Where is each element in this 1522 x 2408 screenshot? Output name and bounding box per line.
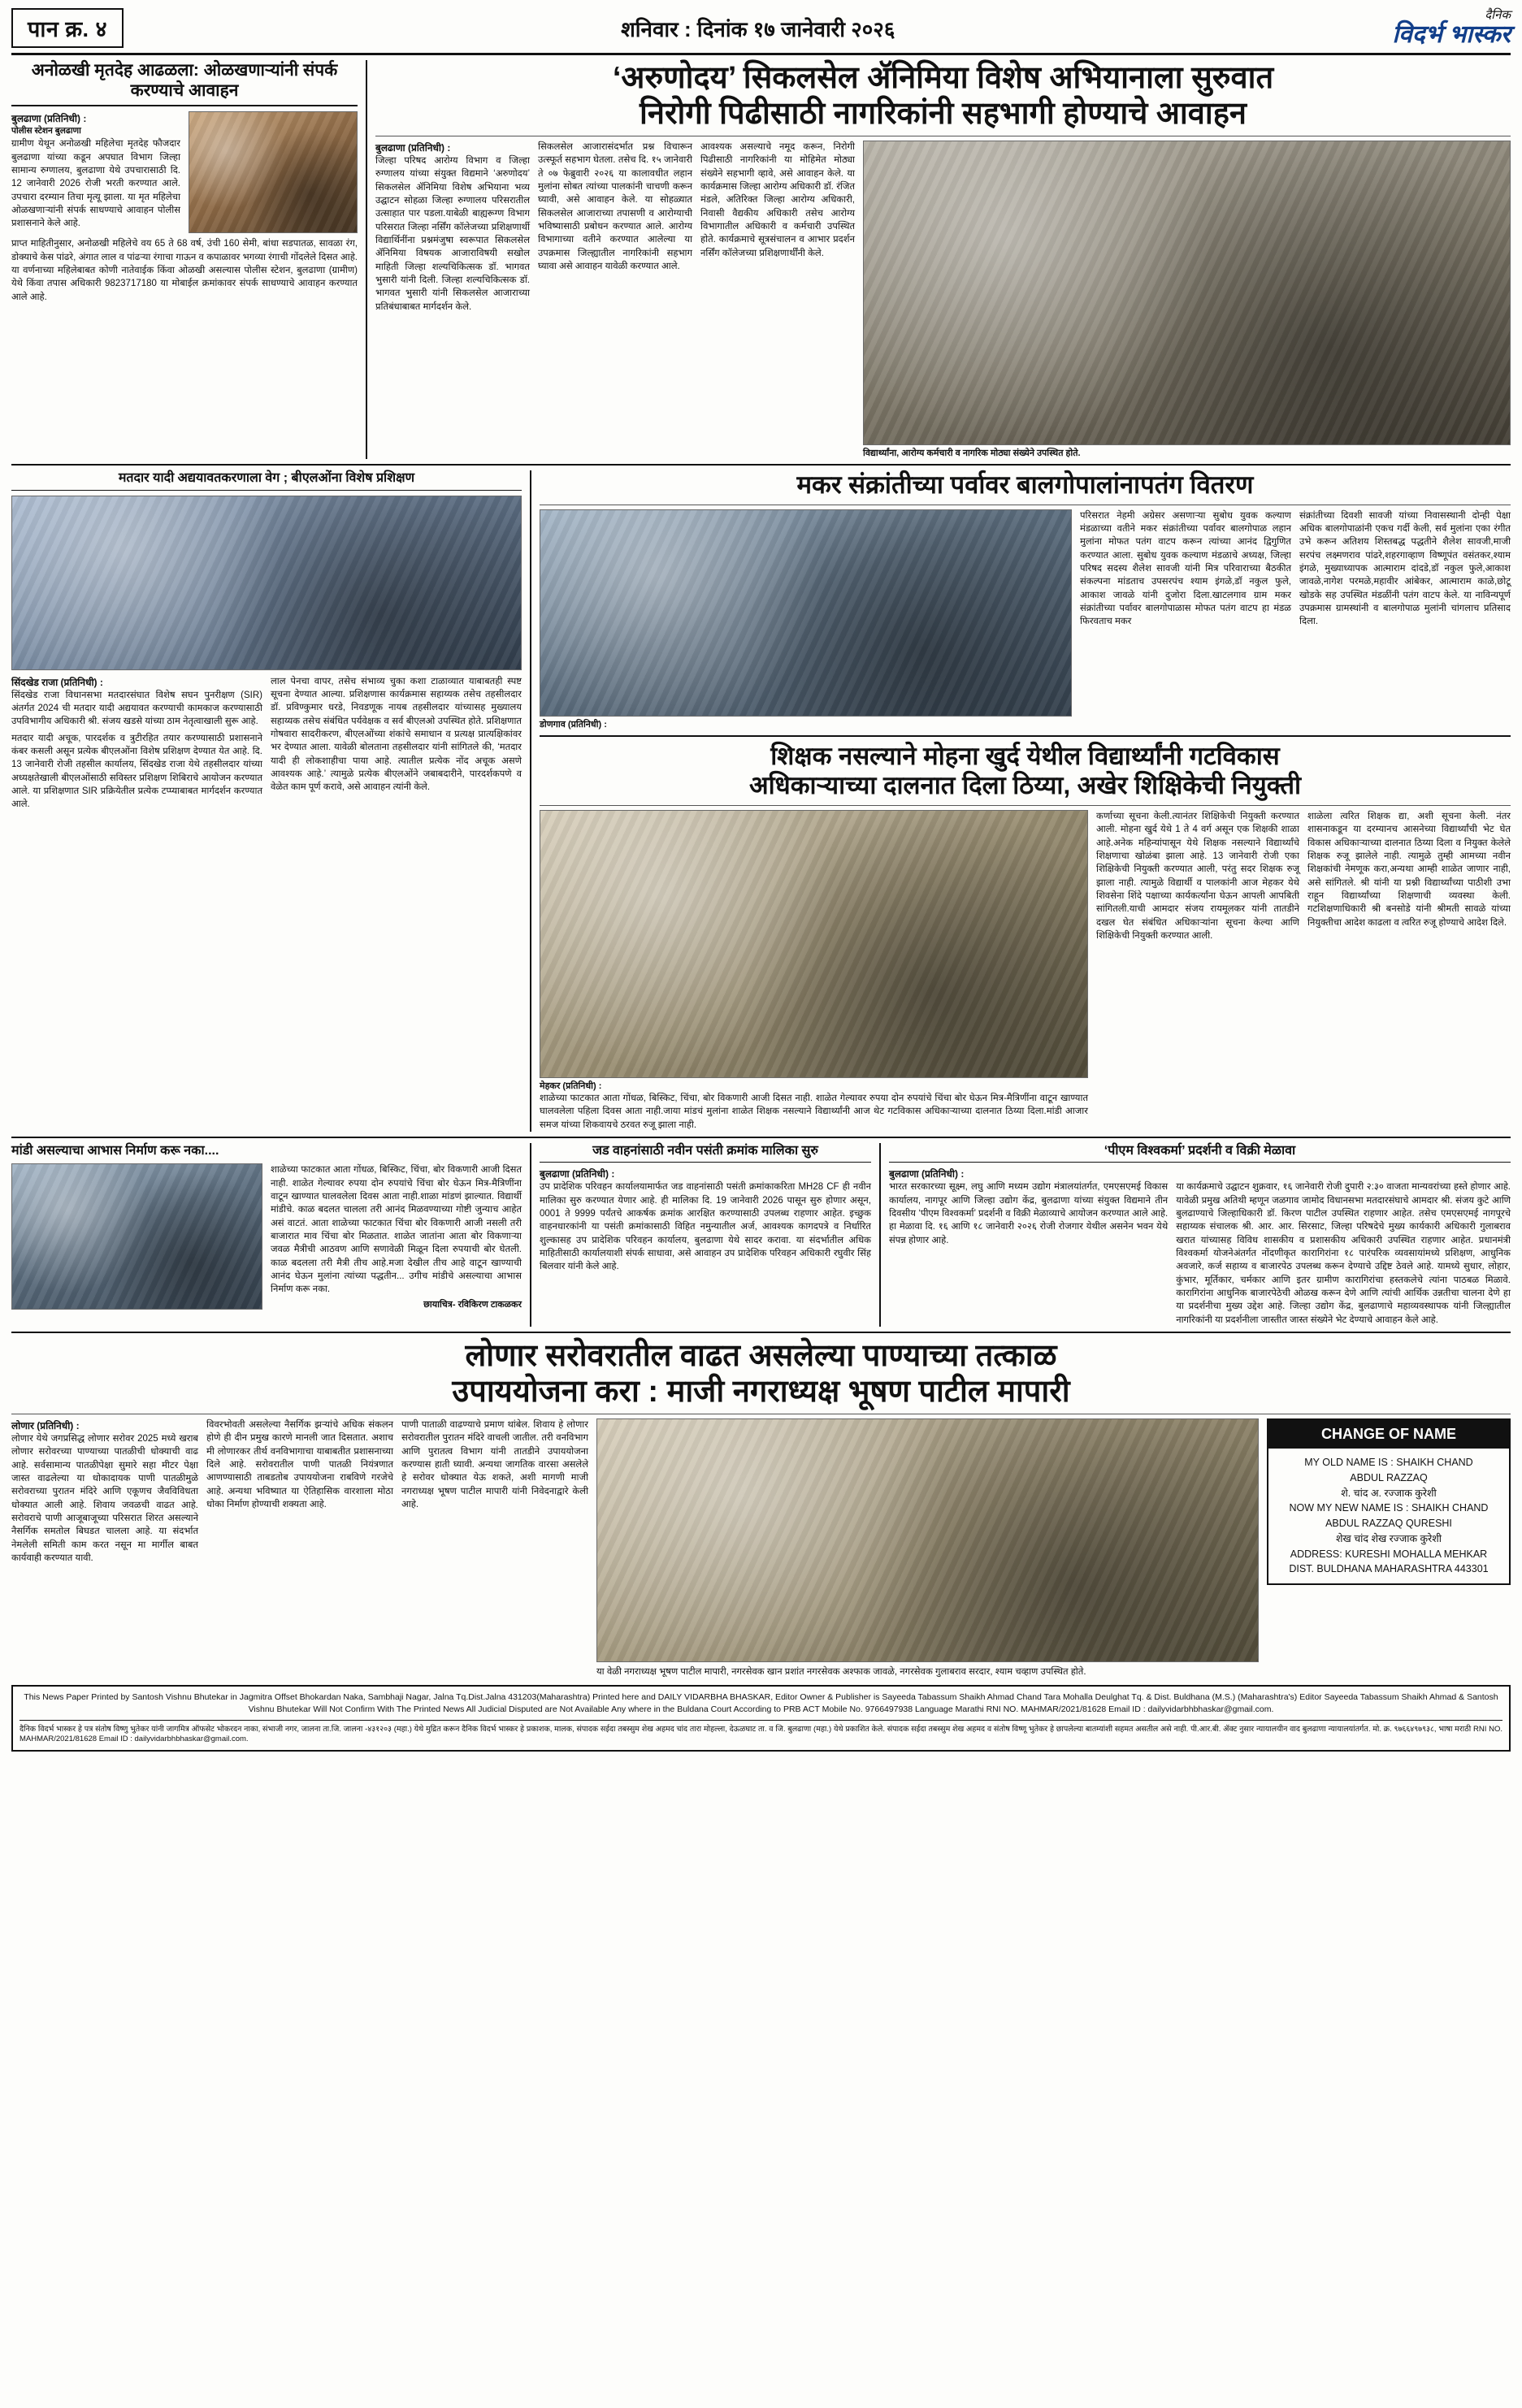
story-matdar xyxy=(11,470,531,1132)
story-matdar-col2: मतदार यादी अचूक, पारदर्शक व त्रुटीरहित तयार करण्यासाठी प्रशासनाने कंबर कसली असून प्रत्येक बीएलओंना विशेष प्रशिक्षण देण्यात येत आहे. दि. 13 जानेवारी रोजी तहसील कार्यालय, सिंदखेड राजा येथे तहसीलदार यांच्या अध्यक्षतेखाली बीएलओंसाठी सविस्तर प्रशिक्षण शिबिराचे आयोजन करण्यात आले. या प्रशिक्षणात SIR प्रक्रियेतील प्रत्येक टप्प्याबाबत मार्गदर्शन करण्यात आले. xyxy=(11,733,262,810)
story-lonar-headline-line1: लोणार सरोवरातील वाढत असलेल्या पाण्याच्या तत्काळ xyxy=(465,1339,1057,1373)
change-of-name-line: ADDRESS: KURESHI MOHALLA MEHKAR xyxy=(1290,1548,1488,1560)
story-arunoday-col3: आवश्यक असल्याचे नमूद करून, निरोगी पिढीसाठी नागरिकांनी या मोहिमेत मोठ्या संख्येने सहभागी व्हावे, असे आवाहन केले. या कार्यक्रमास जिल्हा आरोग्य अधिकारी डॉ. रंजित मंडले, अतिरिक्त जिल्हा आरोग्य अधिकारी, निवासी वैद्यकीय अधिकारी तसेच आरोग्य विभागातील अधिकारी व कर्मचारी उपस्थित होते. कार्यक्रमाचे सूत्रसंचालन व आभार प्रदर्शन नर्सिंग कॉलेजच्या प्रशिक्षणार्थींनी केले. xyxy=(700,142,855,258)
story-arunoday-byline: बुलढाणा (प्रतिनिधी) : xyxy=(375,142,451,154)
story-pm-col2: या कार्यक्रमाचे उद्घाटन शुक्रवार, १६ जानेवारी रोजी दुपारी २:३० वाजता मान्यवरांच्या हस्ते होणार आहे. यावेळी प्रमुख अतिथी म्हणून जळगाव जामोद विधानसभा मतदारसंघाचे आमदार श्री. संजय कुटे आणि बुलढाण्याचे जिल्हाधिकारी डॉ. किरण पाटील उपस्थित राहणार आहेत. तसेच एमएसएमई नागपूरचे सहाय्यक संचालक श्री. आर. आर. सिरसाट, जिल्हा परिषदेचे मुख्य कार्यकारी अधिकारी गुलाबराव खरात यांच्यासह विविध शासकीय व प्रशासकीय अधिकारी उपस्थित राहणार आहेत. प्रधानमंत्री विश्वकर्मा योजनेअंतर्गत नोंदणीकृत कारागिरांना १८ पारंपरिक व्यवसायांमध्ये प्रशिक्षण, आधुनिक अवजारे, कर्ज सहाय्य व बाजारपेठ उपलब्ध करून देण्याचे उद्दिष्ट ठेवले आहे. यामध्ये सुधार, लोहार, कुंभार, मूर्तिकार, चर्मकार आणि इतर ग्रामीण कारागिरांचा हस्तकलेचे त्यांना पाठबळ मिळावे. कारागिरांना आधुनिक बाजारपेठेची ओळख करून देणे आणि त्यांची आर्थिक उन्नतीचा चालना देणे हा या प्रदर्शनीचा मुख्य उद्देश आहे. जिल्हा उद्योग केंद्र, बुलढाणाचे महाव्यवस्थापक यांनी जिल्ह्यातील नागरिकांनी या प्रदर्शनीला जास्तीत जास्त संख्येने भेट देण्याचे आवाहन केले आहे. xyxy=(1176,1182,1511,1325)
date-line: शनिवार : दिनांक १७ जानेवारी २०२६ xyxy=(621,16,895,41)
change-of-name-title: CHANGE OF NAME xyxy=(1268,1420,1509,1449)
story-shikshak-headline-line1: शिक्षक नसल्याने मोहना खुर्द येथील विद्यार्थ्यांनी गटविकास xyxy=(770,741,1280,770)
footer-devanagari-text: दैनिक विदर्भ भास्कर हे पत्र संतोष विष्णु भुतेकर यांनी जागमित्र ऑफसेट भोकरदन नाका, संभाजी नगर, जालना ता.जि. जालना -४३१२०३ (महा.) येथे मुद्रित करून दैनिक विदर्भ भास्कर हे प्रकाशक, मालक, संपादक सईदा तबस्सुम शेख अहमद चांद तारा मोहल्ला, देऊळघाट ता. व जि. बुलढाणा (महा.) येथे प्रकाशित केले. संपादक सईदा तबस्सुम शेख अहमद व संतोष विष्णू भुतेकर हे छापलेल्या बातम्यांशी सहमत असतील असे नाही. पी.आर.बी. ॲक्ट नुसार न्यायालयीन वाद बुलढाणा न्यायालयांतर्गत. मो. क्र. ९७६६४९७९३८, भाषा मराठी RNI NO. MAHMAR/2021/81628 Email ID : dailyvidarbhbhaskar@gmail.com. xyxy=(20,1720,1502,1745)
story-makar xyxy=(540,470,1511,730)
story-makar-byline: डोणगाव (प्रतिनिधी) : xyxy=(540,719,607,730)
story-anolakhi-photo xyxy=(189,111,358,233)
change-of-name-line: DIST. BULDHANA MAHARASHTRA 443301 xyxy=(1289,1563,1489,1575)
change-of-name-line: MY OLD NAME IS : SHAIKH CHAND xyxy=(1304,1457,1473,1469)
story-pm-headline: ‘पीएम विश्वकर्मा’ प्रदर्शनी व विक्री मेळावा xyxy=(889,1143,1511,1163)
story-jad-headline: जड वाहनांसाठी नवीन पसंती क्रमांक मालिका सुरु xyxy=(540,1143,871,1163)
story-lonar-col2: विवरभोवती असलेल्या नैसर्गिक झऱ्यांचे अधिक संकलन होणे ही दीन प्रमुख कारणे मानली जात दिसतात. अशाच मी लोणारकर तीर्थ वनविभागाचा याबाबतीत प्रशासनाच्या दिले आहे. सरोवरातील पाणी पातळी नियंत्रणात आणण्यासाठी ताबडतोब उपाययोजना राबविणे गरजेचे आहे. अन्यथा भविष्यात या ऐतिहासिक वारशाला मोठा धोका निर्माण होण्याची शक्यता आहे. xyxy=(206,1420,393,1510)
story-arunoday-col1: जिल्हा परिषद आरोग्य विभाग व जिल्हा रुग्णालय यांच्या संयुक्त विद्यमाने ‘अरुणोदय’ सिकलसेल ॲनिमिया विशेष अभियाना भव्य उद्घाटन सोहळा जिल्हा रुग्णालय परिसरातील उत्साहात पार पडला.याबेळी बाह्यरूग्ण विभाग परिसरात जिल्हा नर्सिंग कॉलेजच्या प्रशिक्षणार्थी विद्यार्थिनींना प्रश्नमंजुषा स्वरूपात सिकलसेल ॲनिमिया विषयक आजाराविषयी सखोल माहिती जिल्हा शल्यचिकित्सक डॉ. भागवत भुसारी यांनी दिली. जिल्हा शल्यचिकित्सक डॉ. भागवत भुसारी यांनी सिकलसेल आजाराच्या प्रतिबंधाबाबत मार्गदर्शन केले. xyxy=(375,156,530,312)
second-section xyxy=(11,470,1511,1132)
story-shikshak-photo xyxy=(540,810,1088,1078)
story-mandi xyxy=(11,1143,531,1327)
story-arunoday-headline-line1: ‘अरुणोदय’ सिकलसेल ॲनिमिया विशेष अभियानाला सुरुवात xyxy=(612,61,1274,95)
story-makar-col1: परिसरात नेहमी अग्रेसर असणाऱ्या सुबोध युवक कल्याण मंडळाच्या वतीने मकर संक्रांतीच्या पर्वावर बालगोपाळ लहान मुलांना मोफत पतंग वाटप करून त्यांच्या आनंद द्विगुणित करण्यात आला. सुबोध युवक कल्याण मंडळाचे अध्यक्ष, जिल्हा परिषद सदस्य शैलेश सावजी यांनी मित्र परिवाराच्या बैठकीत संकल्पना मांडताच उपसरपंच श्याम इंगळे,डॉ नकुल फुले, आकाश जावळे यांनी दुजोरा दिला.खाटलगाव ग्राम मकर संक्रांतीच्या पर्वावर बालगोपाळास मोफत पतंग वाटप हा मंडळ फिरवताच मकर xyxy=(1080,510,1291,627)
story-lonar-byline: लोणार (प्रतिनिधी) : xyxy=(11,1420,80,1432)
masthead xyxy=(11,8,1511,55)
story-mandi-photo xyxy=(11,1163,262,1310)
change-of-name-line: शेख चांद शेख रज्जाक कुरेशी xyxy=(1336,1532,1442,1544)
change-of-name-line: शे. चांद अ. रज्जाक कुरेशी xyxy=(1341,1487,1437,1499)
story-matdar-photo xyxy=(11,496,522,670)
story-jad-byline: बुलढाणा (प्रतिनिधी) : xyxy=(540,1168,615,1180)
top-section xyxy=(11,60,1511,459)
story-matdar-headline: मतदार यादी अद्ययावतकरणाला वेग ; बीएलओंना विशेष प्रशिक्षण xyxy=(11,470,522,491)
story-pm xyxy=(889,1143,1511,1327)
story-anolakhi-para2: प्राप्त माहितीनुसार, अनोळखी महिलेचे वय 65 ते 68 वर्ष, उंची 160 सेमी, बांधा सडपातळ, सावळा रंग, डोक्याचे केस पांढरे, अंगात लाल व पांढऱ्या रंगाचा गाऊन व कपाळावर भगव्या रंगाची गोंदलेले दिसत आहे. या वर्णनाच्या महिलेबाबत कोणी नातेवाईक किंवा ओळखी असल्यास पोलीस स्टेशन, बुलढाणा (ग्रामीण) येथे किंवा तपास अधिकारी 9823717180 या मोबाईल क्रमांकावर संपर्क साधण्याचे आवाहन करण्यात आले आहे. xyxy=(11,239,358,302)
story-anolakhi-para1: ग्रामीण येथून अनोळखी महिलेचा मृतदेह फौजदार बुलढाणा यांच्या कडून अपघात विभाग जिल्हा सामान्य रुग्णालय, बुलढाणा येथे उपचारासाठी दि. 12 जानेवारी 2026 रोजी भरती करण्यात आले. उपचारा दरम्यान तिचा मृत्यू झाला. या मृत महिलेचा ओळखणाऱ्यांनी संपर्क साधण्याचे आवाहन पोलीस प्रशासनाने केले आहे. xyxy=(11,139,180,229)
change-of-name-ad xyxy=(1267,1418,1511,1585)
story-anolakhi-headline: अनोळखी मृतदेह आढळला: ओळखणाऱ्यांनी संपर्क करण्याचे आवाहन xyxy=(11,60,358,106)
footer-imprint-box xyxy=(11,1685,1511,1751)
story-anolakhi-source: पोलीस स्टेशन बुलढाणा xyxy=(11,126,81,136)
story-lonar-col3: पाणी पाताळी वाढण्याचे प्रमाण थांबेल. शिवाय हे लोणार सरोवरातील पुरातन मंदिरे वाचली जातील. तरी वनविभाग आणि पुरातत्व विभाग यांनी तातडीने उपाययोजना करण्यास हाती घ्यावी. अन्यथा जागतिक वारसा असलेले हे सरोवर धोक्यात येऊ शकते, अशी मागणी माजी नगराध्यक्ष भूषण पाटील मापारी यांनी निवेदनाद्वारे केली आहे. xyxy=(401,1420,588,1510)
story-shikshak-col3: शाळेला त्वरित शिक्षक द्या, अशी सूचना केली. नंतर शासनाकडून या दरम्यानच आसनेच्या विद्यार्थ्यांची भेट घेत विकास अधिकाऱ्याच्या दालनात ठिय्या दिला व नियुक्त केलेले शिक्षक रुजू झालेले नाही. त्यामुळे तुम्ही आमच्या नवीन शिक्षकांची नेमणूक करा,अन्यथा आम्ही शाळेत जाणार नाही, असे सांगितले. श्री यांनी या प्रश्नी विद्यार्थ्यांच्या पाठीशी उभा राहून विद्यार्थ्यांच्या शिक्षणाची व्यवस्था केली. गटशिक्षणाधिकारी श्री बनसोडे यांनी श्रीमती सावळे यांच्या नियुक्तीचा आदेश काढला व त्वरित रुजू होण्याचे आदेश दिले. xyxy=(1307,811,1511,928)
story-lonar-col4: या वेळी नगराध्यक्ष भूषण पाटील मापारी, नगरसेवक खान प्रशांत नगरसेवक अश्फाक जावळे, नगरसेवक गुलाबराव सरदार, श्याम चव्हाण उपस्थित होते. xyxy=(596,1667,1086,1678)
story-makar-photo xyxy=(540,509,1072,717)
story-mandi-body: शाळेच्या फाटकात आता गोंधळ, बिस्किट, चिंचा, बोर विकणारी आजी दिसत नाही. शाळेत गेल्यावर रुपया दोन रुपयांचे चिंचा बोर घेऊन मित्र-मैत्रिणींना वाटून खाण्यात घालवलेला दिवस आता नाही.शाळा मांडणं झाल्यात. विद्यार्थी मांडीचे. काळ बदलत चालला तरी आनंद मिळवण्याच्या गोष्टी जुन्याच आहेत असं वाटतं. आता शाळेच्या फाटकात चिंचा बोर विकणारी आजी नसली तरी बाजारात माव चिंचा बोर मिळतात. शाळेत जातांना आता बोर विकणाऱ्या जवळ मैत्रीची आठवण आणि सणावेळी मिळून दिला रुपयाची बोर घेतली. काळ बदलला तरी मैत्री तीच आहे.मजा देखील तीच आहे वाटून खाण्याची आनंद घेऊन मुलांना त्यांच्या पद्धतीन... उगीच मांडीचे असल्याचा आभास निर्माण करू नका. xyxy=(271,1165,522,1295)
story-lonar xyxy=(11,1338,1511,1678)
story-shikshak-col2: कर्णाच्या सूचना केली.त्यानंतर शिक्षिकेची नियुक्ती करण्यात आली. मोहना खुर्द येथे 1 ते 4 वर्ग असून एक शिक्षकी शाळा आहे.अनेक महिन्यांपासून येथे शिक्षक नसल्याने विद्यार्थ्यांचे शिक्षणाचा खोळंबा झाला आहे. 13 जानेवारी रोजी एका शिक्षिकेची नियुक्ती करण्यात आली, परंतु सदर शिक्षक रुजू झाला नाही. त्यामुळे विद्यार्थी व पालकांनी आज मेहकर येथे शिवसेना शिंदे पक्षाच्या कार्यकर्त्यांना घेऊन आपली आपबिती सांगितली.याची आमदार संजय रायमूलकर यांनी तातडीने दखल घेत संबंधित अधिकाऱ्यांना सूचना केल्या आणि शिक्षिकेची नियुक्ती करण्यात आली. xyxy=(1096,811,1299,941)
page-number-label: पान क्र. ४ xyxy=(11,8,124,48)
story-anolakhi-byline: बुलढाणा (प्रतिनिधी) : xyxy=(11,113,87,125)
brand-small-label: दैनिक xyxy=(1485,7,1511,22)
story-makar-col2: संक्रांतीच्या दिवशी सावजी यांच्या निवासस्थानी दोन्ही पेक्षा अधिक बालगोपाळांनी एकच गर्दी केली, सर्व मुलांना एका रंगीत उभे करून अतिशय शिस्तबद्ध पद्धतीने शैलेश सावजी,माजी सरपंच लक्ष्मणराव पांढरे,शहरगाव्हाण विष्णूपंत वसंतकर,श्याम इंगळे, मुख्याध्यापक आत्माराम दांदडे,डॉ नकुल फुले,आकाश जावळे,नागेश परमळे,महावीर आंबेकर, आत्माराम काळे,छोटू खोडके सह उपस्थित मंडळींनी पतंग वाटप केले. या नाविन्यपूर्ण उपक्रमास ग्रामस्थांनी व बालगोपाळ मुलांनी चांगलाच प्रतिसाद दिला. xyxy=(1299,510,1511,627)
story-matdar-byline: सिंदखेड राजा (प्रतिनिधी) : xyxy=(11,676,103,688)
change-of-name-line: ABDUL RAZZAQ QURESHI xyxy=(1325,1518,1452,1530)
story-matdar-col1: सिंदखेड राजा विधानसभा मतदारसंघात विशेष सघन पुनरीक्षण (SIR) अंतर्गत 2024 ची मतदार यादी अद्ययावत करण्याची कामकाज करण्यासाठी उपविभागीय अधिकारी श्री. संजय खडसे यांच्या ठाम नेतृत्वाखाली सुरू आहे. xyxy=(11,690,262,727)
story-arunoday-col2: सिकलसेल आजारासंदर्भात प्रश्न विचारून उत्स्फूर्त सहभाग घेतला. तसेच दि. १५ जानेवारी ते ०७ फेब्रुवारी २०२६ या कालावधीत लहान मुलांना सोबत त्यांच्या पालकांनी चाचणी करून घ्यावी, असे आवाहन केले. या सोहळ्यात सिकलसेल आजाराच्या तपासणी व आरोग्याची भविष्यासाठी प्रबोधन करण्यात आले. आरोग्य विभागाच्या वतीने करण्यात आलेल्या या उपक्रमास जिल्ह्यातील नागरिकांनी सहभाग घ्यावा असे आवाहन यावेळी करण्यात आले. xyxy=(538,142,692,272)
story-jad-body: उप प्रादेशिक परिवहन कार्यालयामार्फत जड वाहनांसाठी पसंती क्रमांकाकरिता MH28 CF ही नवीन मालिका सुरु करण्यात येणार आहे. ही मालिका दि. 19 जानेवारी 2026 पासून सुरु होणार असून, 0001 ते 9999 पर्यंतचे आकर्षक क्रमांक आरक्षित करण्यासाठी उपलब्ध राहणार आहेत. इच्छुक वाहनधारकांनी या पसंती क्रमांकासाठी विहित नमुन्यातील अर्ज, आवश्यक कागदपत्रे व निर्धारित शुल्कासह उप प्रादेशिक परिवहन कार्यालय, बुलढाणा येथे सादर करावा. या संदर्भातील अधिक माहितीसाठी कार्यालयाशी संपर्क साधावा, असे आवाहन उप प्रादेशिक परिवहन अधिकारी रघुवीर सिंह बिलवार यांनी केले आहे. xyxy=(540,1182,871,1272)
story-anolakhi xyxy=(11,60,367,459)
story-arunoday-photo xyxy=(863,141,1511,445)
story-mandi-headline: मांडी असल्याचा आभास निर्माण करू नका.... xyxy=(11,1143,219,1158)
story-arunoday-headline-line2: निरोगी पिढीसाठी नागरिकांनी सहभागी होण्याचे आवाहन xyxy=(640,97,1247,132)
story-makar-headline: मकर संक्रांतीच्या पर्वावर बालगोपालांनापतंग वितरण xyxy=(796,470,1254,500)
footer-imprint-text: This News Paper Printed by Santosh Vishnu Bhutekar in Jagmitra Offset Bhokardan Naka, Sambhaji Nagar, Jalna Tq.Dist.Jalna 431203(Maharashtra) Printed here and DAILY VIDARBHA BHASKAR, Editor Owner & Publisher is Sayeeda Tabassum Shaikh Ahmad Chand Tara Mohalla Deulghat Tq. & Dist. Buldhana (M.S.) (Maharashtra's) Editor Sayeeda Tabassum Shaikh Ahmad & Santosh Vishnu Bhutekar Will Not Confirm With The Printed News All Judicial Disputed are Not Available Any where in the Buldana Court According to PRB ACT Mobile No. 9766497938 Language Marathi RNI NO. MAHMAR/2021/81628 Email ID : dailyvidarbhbhaskar@gmail.com. xyxy=(24,1692,1498,1714)
story-arunoday-caption: विद्यार्थ्यांना, आरोग्य कर्मचारी व नागरिक मोठ्या संख्येने उपस्थित होते. xyxy=(863,448,1081,459)
third-section xyxy=(11,1143,1511,1327)
story-shikshak xyxy=(540,742,1511,1132)
story-shikshak-headline-line2: अधिकाऱ्याच्या दालनात दिला ठिय्या, अखेर शिक्षिकेची नियुक्ती xyxy=(748,771,1302,800)
change-of-name-line: ABDUL RAZZAQ xyxy=(1350,1471,1428,1483)
story-lonar-headline-line2: उपाययोजना करा : माजी नगराध्यक्ष भूषण पाटील मापारी xyxy=(452,1375,1070,1410)
story-shikshak-col1: शाळेच्या फाटकात आता गोंधळ, बिस्किट, चिंचा, बोर विकणारी आजी दिसत नाही. शाळेत गेल्यावर रुपया दोन रुपयांचे चिंचा बोर घेऊन मित्र-मैत्रिणींना वाटून खाण्यात घालवलेला पहिला दिवस आता नाही.जाया मांडचं मुलांना शाळेत शिक्षक नसल्याने विद्यार्थ्यांनी आज थेट गटविकास अधिकाऱ्याच्या दालनात ठिय्या दिला.मांडी आजार समज यांच्या शिकवायचे ठरवत रुजू झाला नाही. xyxy=(540,1093,1088,1130)
change-of-name-line: NOW MY NEW NAME IS : SHAIKH CHAND xyxy=(1289,1502,1489,1514)
story-pm-byline: बुलढाणा (प्रतिनिधी) : xyxy=(889,1168,965,1180)
story-pm-col1: भारत सरकारच्या सूक्ष्म, लघु आणि मध्यम उद्योग मंत्रालयांतर्गत, एमएसएमई विकास कार्यालय, नागपूर आणि जिल्हा उद्योग केंद्र, बुलढाणा यांच्या संयुक्त विद्यमाने तीन दिवसीय ‘पीएम विश्वकर्मा’ प्रदर्शनी व विक्री मेळाव्याचे आयोजन करण्यात आले आहे. हा मेळावा दि. १६ आणि १८ जानेवारी २०२६ रोजी रोजगार येथील असनेन भवन येथे संपन्न होणार आहे. xyxy=(889,1182,1169,1245)
story-lonar-photo xyxy=(596,1418,1259,1662)
right-stack xyxy=(540,470,1511,1132)
story-arunoday xyxy=(375,60,1511,459)
story-lonar-col1: लोणार येथे जगप्रसिद्ध लोणार सरोवर 2025 मध्ये खराब लोणार सरोवरच्या पाण्याच्या पातळीची धोक्याची वाढ आहे. सर्वसामान्य पातळीपेक्षा सुमारे सहा मीटर पेक्षा जास्त वाढलेल्या या धोकादायक पाणी पातळीमुळे सरोवराच्या पुरातन मंदिरे आणि एकूणच जैवविविधता धोक्यात आली आहे. शिवाय जवळची वाढत आहे. सरोवराचे पाणी आजूबाजूच्या परिसरात शिरत असल्याने नैसर्गिक समतोल बिघडत चालला आहे. या संदर्भात नेमलेली समिती काम करत नसून मा मार्गील बाबत कार्यवाही करण्यात यावी. xyxy=(11,1434,198,1564)
story-mandi-credit: छायाचित्र- रविकिरण टाकळकर xyxy=(423,1299,522,1310)
brand-title: विदर्भ भास्कर xyxy=(1392,20,1511,48)
story-jad xyxy=(540,1143,881,1327)
story-shikshak-byline: मेहकर (प्रतिनिधी) : xyxy=(540,1081,602,1091)
brand-logo xyxy=(1392,9,1511,47)
story-matdar-col3: लाल पेनचा वापर, तसेच संभाव्य चुका कशा टाळाव्यात याबाबतही स्पष्ट सूचना देण्यात आल्या. प्रशिक्षणास कार्यक्रमास सहाय्यक तसेच तहसीलदार डॉ. प्रविण्कुमार धरडे, निवडणूक नायब तहसीलदार यांच्यासह मुख्यालय सहाय्यक तसेच संबंधित पर्यवेक्षक व सर्व बीएलओ उपस्थित होते. प्रशिक्षणात गोषवारा सादरीकरण, बीएलओंच्या शंकांचे समाधान व प्रत्यक्ष प्रात्यक्षिकांवर भर देण्यात आला. यावेळी बोलताना तहसीलदार यांनी सांगितले की, ‘मतदार यादी ही लोकशाहीचा पाया आहे. त्यातील प्रत्येक नोंद अचूक असणे आवश्यक आहे.’ त्यामुळे प्रत्येक बीएलओंने जबाबदारीने, पारदर्शकपणे व वेळेत काम पूर्ण करावे, असे आवाहन त्यांनी केले. xyxy=(271,676,522,793)
